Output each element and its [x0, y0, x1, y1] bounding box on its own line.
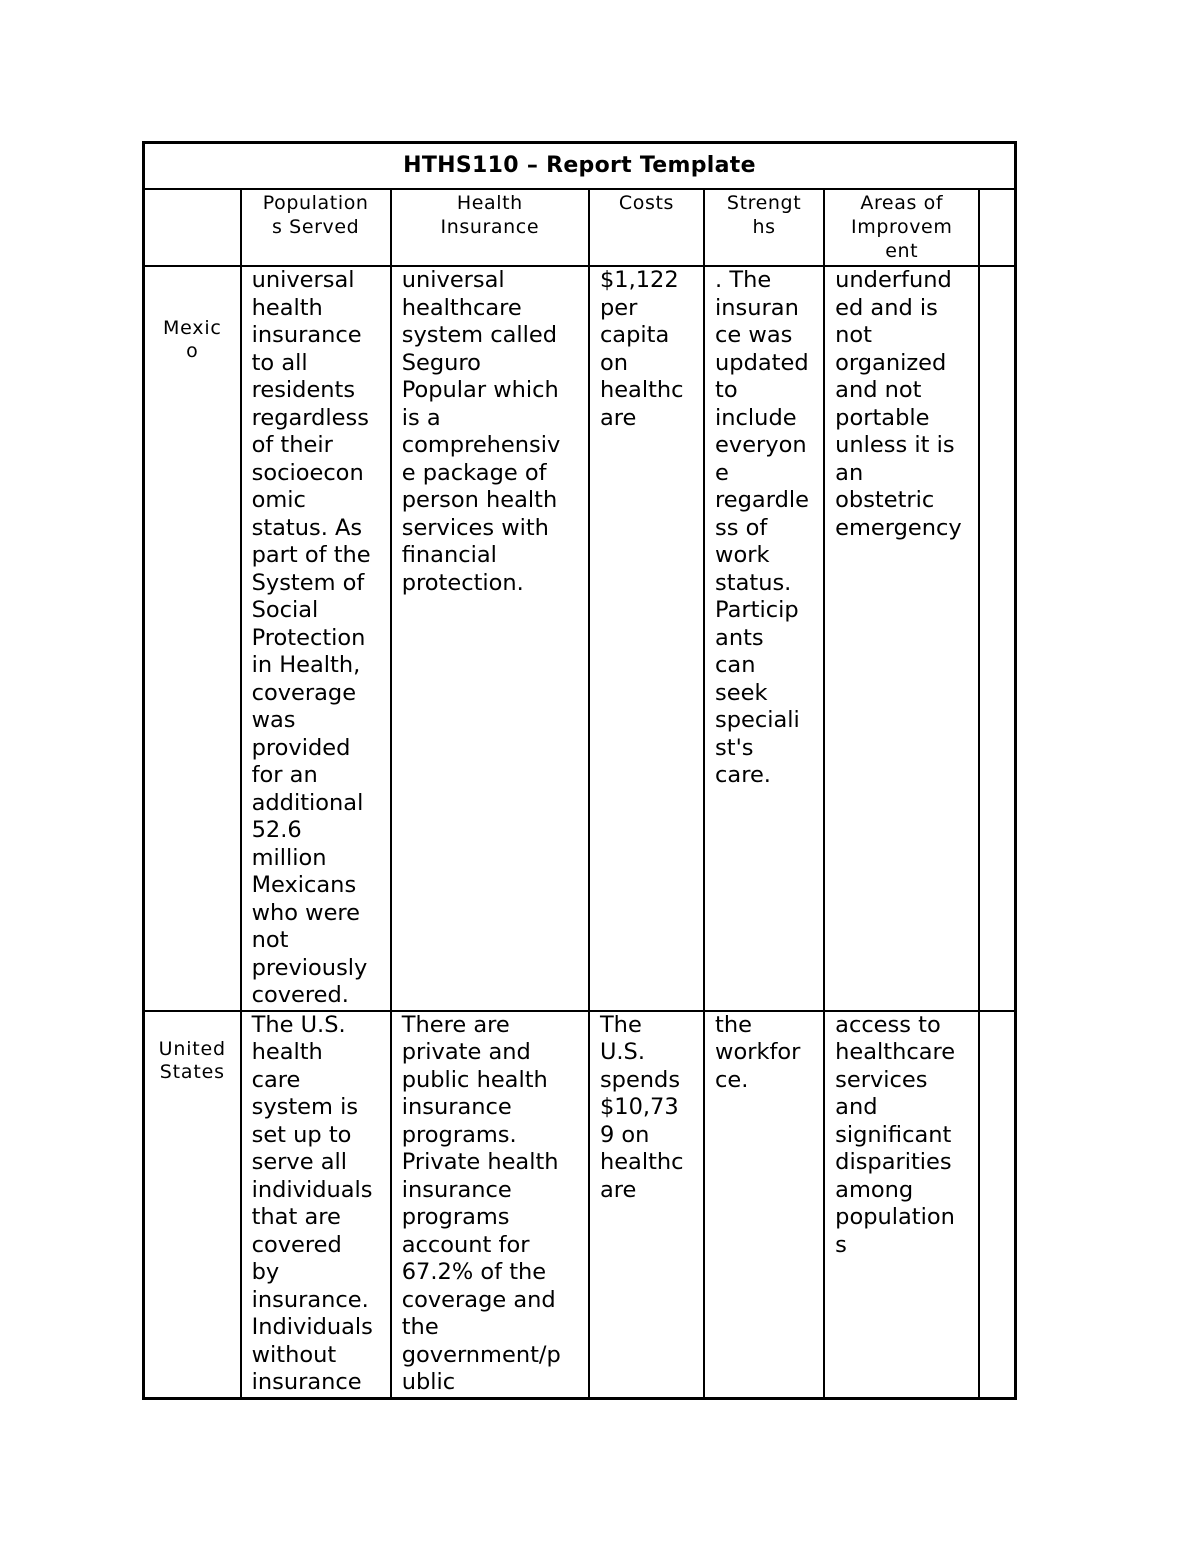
cell-costs	[589, 1011, 704, 1399]
header-costs: Costs	[589, 189, 704, 266]
cell-text: universal healthcare system called Seguro Popular which is a comprehensiv e package of person health services with financial protection.	[401, 267, 561, 596]
header-extra-cell	[979, 189, 1015, 266]
table-row	[144, 266, 1016, 1011]
cell-text: the workfor ce.	[715, 1011, 801, 1093]
row-label-country	[144, 266, 241, 1011]
cell-text: The U.S. health care system is set up to serve all individuals that are covered by insurance. Individuals without insurance	[251, 1011, 373, 1395]
cell-text: The U.S. spends $10,73 9 on healthc are	[599, 1011, 684, 1203]
report-title: HTHS110 – Report Template	[144, 143, 1016, 190]
cell-strengths	[704, 266, 824, 1011]
header-areas-of-improvement: Areas of Improvem ent	[824, 189, 979, 266]
cell-areas-of-improvement	[824, 266, 979, 1011]
cell-extra	[979, 1011, 1015, 1399]
header-health-insurance: Health Insurance	[391, 189, 589, 266]
cell-text: universal health insurance to all residents regardless of their socioecon omic status. As part of the System of Social Protection in Health, coverage was provided for an additional 52.6 million Mexicans who were not previously covered.	[251, 267, 371, 1008]
header-empty-cell	[144, 189, 241, 266]
cell-text: access to healthcare services and significant disparities among population s	[835, 1011, 956, 1258]
header-row	[144, 189, 1016, 266]
cell-text: underfund ed and is not organized and not portable unless it is an obstetric emergency	[835, 267, 962, 541]
header-strengths: Strengt hs	[704, 189, 824, 266]
cell-health-insurance	[391, 266, 589, 1011]
cell-populations-served	[241, 1011, 391, 1399]
cell-text: There are private and public health insurance programs. Private health insurance programs account for 67.2% of the coverage and the government/p ublic	[401, 1011, 561, 1395]
cell-areas-of-improvement	[824, 1011, 979, 1399]
cell-text: $1,122 per capita on healthc are	[599, 267, 684, 431]
header-populations-served: Population s Served	[241, 189, 391, 266]
cell-health-insurance	[391, 1011, 589, 1399]
cell-text: . The insuran ce was updated to include everyon e regardle ss of work status. Particip ants can seek speciali st's care.	[715, 267, 809, 788]
row-label-country	[144, 1011, 241, 1399]
cell-populations-served	[241, 266, 391, 1011]
table-row	[144, 1011, 1016, 1399]
title-row	[144, 143, 1016, 190]
cell-strengths	[704, 1011, 824, 1399]
cell-extra	[979, 266, 1015, 1011]
report-table	[142, 141, 1017, 1400]
country-name: Mexic o	[162, 317, 222, 362]
country-name: United States	[158, 1037, 226, 1083]
cell-costs	[589, 266, 704, 1011]
